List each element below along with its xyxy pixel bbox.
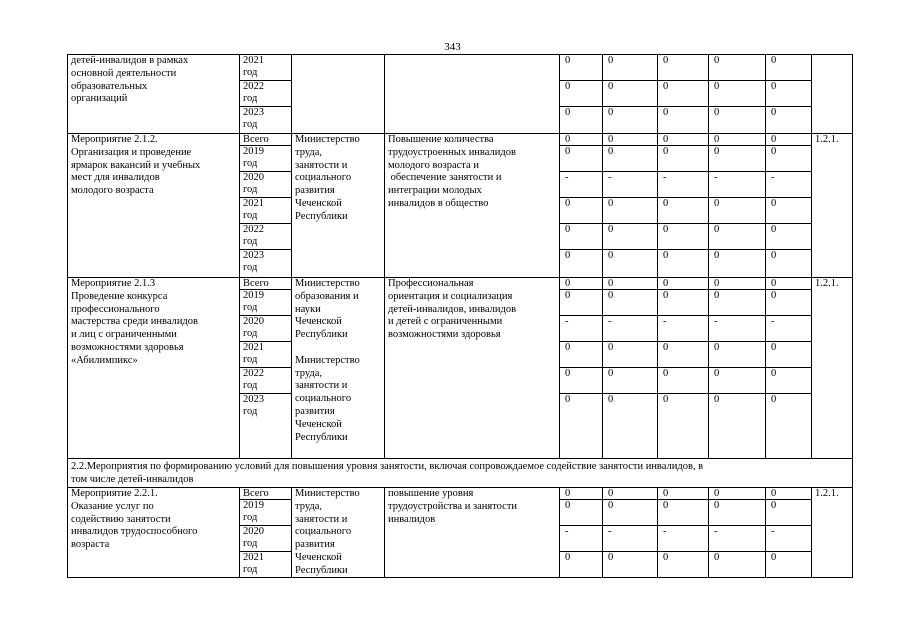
table-column-rule bbox=[239, 133, 240, 277]
section-header: том числе детей-инвалидов bbox=[71, 473, 194, 485]
expected-result-text: интеграции молодых bbox=[388, 185, 482, 197]
expected-result-text: инвалидов в общество bbox=[388, 198, 489, 209]
table-column-rule bbox=[384, 133, 385, 277]
value-cell: 0 bbox=[771, 134, 777, 145]
activity-description: профессионального bbox=[71, 303, 160, 315]
value-cell: 0 bbox=[608, 107, 614, 118]
table-column-rule bbox=[602, 133, 603, 277]
value-cell: 0 bbox=[663, 552, 669, 563]
table-column-rule bbox=[602, 487, 603, 577]
value-cell: 0 bbox=[565, 146, 571, 157]
expected-result-text: детей-инвалидов, инвалидов bbox=[388, 303, 517, 315]
table-column-rule bbox=[765, 54, 766, 133]
table-column-rule bbox=[708, 133, 709, 277]
year-cell: год bbox=[243, 210, 258, 222]
value-cell: 0 bbox=[565, 224, 571, 235]
indicator-ref: 1.2.1. bbox=[815, 278, 839, 289]
value-cell: 0 bbox=[714, 107, 720, 118]
executor-text: Министерство bbox=[295, 278, 360, 289]
value-cell: 0 bbox=[608, 146, 614, 157]
executor-text: Республики bbox=[295, 210, 348, 222]
value-cell: 0 bbox=[565, 55, 571, 66]
value-cell: 0 bbox=[771, 250, 777, 261]
value-cell: 0 bbox=[771, 488, 777, 499]
table-column-rule bbox=[765, 133, 766, 277]
year-cell: 2019 bbox=[243, 146, 264, 157]
value-cell: 0 bbox=[714, 55, 720, 66]
value-cell: 0 bbox=[608, 224, 614, 235]
year-cell: год bbox=[243, 236, 258, 248]
executor-text: образования и bbox=[295, 290, 359, 302]
activity-description: инвалидов трудоспособного bbox=[71, 526, 198, 538]
year-cell: 2021 bbox=[243, 55, 264, 66]
value-cell: 0 bbox=[663, 342, 669, 353]
value-cell: 0 bbox=[771, 107, 777, 118]
table-column-rule bbox=[811, 487, 812, 577]
value-cell: - bbox=[565, 172, 569, 183]
expected-result-text: Повышение количества bbox=[388, 134, 494, 145]
table-column-rule bbox=[765, 487, 766, 577]
executor-text: Республики bbox=[295, 564, 348, 576]
expected-result-text: ориентация и социализация bbox=[388, 290, 513, 302]
executor-text: занятости и bbox=[295, 513, 348, 525]
executor-text: социального bbox=[295, 526, 352, 538]
year-cell: год bbox=[243, 406, 258, 418]
table-column-rule bbox=[708, 54, 709, 133]
activity-description: Мероприятие 2.1.3 bbox=[71, 278, 156, 289]
executor-text: Чеченской bbox=[295, 552, 342, 563]
value-cell: 0 bbox=[565, 368, 571, 379]
year-cell: год bbox=[243, 119, 258, 131]
year-cell: 2021 bbox=[243, 198, 264, 209]
expected-result-text: Профессиональная bbox=[388, 278, 474, 289]
value-cell: - bbox=[714, 172, 718, 183]
table-column-rule bbox=[559, 487, 560, 577]
table-column-rule bbox=[602, 54, 603, 133]
expected-result-text: трудоустройства и занятости bbox=[388, 500, 518, 512]
value-cell: 0 bbox=[608, 488, 614, 499]
year-cell: 2023 bbox=[243, 394, 264, 405]
year-cell: 2022 bbox=[243, 81, 264, 92]
executor-text: труда, bbox=[295, 367, 323, 379]
year-cell: 2020 bbox=[243, 172, 264, 183]
executor-text: Чеченской bbox=[295, 418, 342, 430]
executor-text: социального bbox=[295, 172, 352, 184]
year-cell: 2019 bbox=[243, 290, 264, 301]
value-cell: 0 bbox=[608, 198, 614, 209]
value-cell: 0 bbox=[771, 500, 777, 511]
table-column-rule bbox=[559, 133, 560, 277]
year-cell: год bbox=[243, 564, 258, 576]
value-cell: 0 bbox=[608, 394, 614, 405]
page-number: 343 bbox=[444, 41, 461, 53]
value-cell: - bbox=[771, 172, 775, 183]
executor-text: развития bbox=[295, 406, 335, 417]
expected-result-text: возможностями здоровья bbox=[388, 329, 501, 341]
activity-description: Мероприятие 2.1.2. bbox=[71, 134, 158, 145]
year-cell: Всего bbox=[243, 278, 269, 289]
executor-text: труда, bbox=[295, 146, 323, 158]
year-cell: год bbox=[243, 380, 258, 392]
value-cell: - bbox=[663, 526, 667, 537]
year-cell: 2021 bbox=[243, 552, 264, 563]
year-cell: год bbox=[243, 302, 258, 314]
expected-result-text: и детей с ограниченными bbox=[388, 316, 503, 328]
value-cell: 0 bbox=[608, 552, 614, 563]
table-column-rule bbox=[67, 458, 68, 487]
table-column-rule bbox=[67, 54, 68, 458]
table-column-rule bbox=[559, 54, 560, 133]
executor-text: Министерство bbox=[295, 354, 360, 366]
executor-text: развития bbox=[295, 185, 335, 197]
value-cell: 0 bbox=[714, 146, 720, 157]
executor-text: Чеченской bbox=[295, 198, 342, 209]
executor-text: занятости и bbox=[295, 159, 348, 171]
table-column-rule bbox=[239, 54, 240, 133]
year-cell: 2020 bbox=[243, 526, 264, 537]
value-cell: 0 bbox=[565, 488, 571, 499]
year-cell: год bbox=[243, 158, 258, 170]
activity-description: мест для инвалидов bbox=[71, 172, 160, 184]
year-cell: год bbox=[243, 262, 258, 274]
value-cell: 0 bbox=[565, 250, 571, 261]
value-cell: 0 bbox=[663, 500, 669, 511]
value-cell: 0 bbox=[608, 290, 614, 301]
value-cell: - bbox=[608, 316, 612, 327]
value-cell: 0 bbox=[663, 81, 669, 92]
table-column-rule bbox=[708, 487, 709, 577]
activity-description: и лиц с ограниченными bbox=[71, 329, 177, 341]
value-cell: 0 bbox=[565, 394, 571, 405]
table-column-rule bbox=[811, 133, 812, 277]
year-cell: год bbox=[243, 328, 258, 340]
table-column-rule bbox=[384, 487, 385, 577]
value-cell: 0 bbox=[663, 488, 669, 499]
table-column-rule bbox=[239, 487, 240, 577]
value-cell: 0 bbox=[714, 278, 720, 289]
value-cell: 0 bbox=[771, 368, 777, 379]
value-cell: 0 bbox=[565, 81, 571, 92]
executor-text: Министерство bbox=[295, 134, 360, 145]
year-cell: 2023 bbox=[243, 250, 264, 261]
value-cell: 0 bbox=[565, 290, 571, 301]
value-cell: 0 bbox=[608, 278, 614, 289]
activity-description: организаций bbox=[71, 93, 128, 105]
indicator-ref: 1.2.1. bbox=[815, 134, 839, 145]
value-cell: 0 bbox=[608, 342, 614, 353]
activity-description: образовательных bbox=[71, 80, 148, 92]
table-column-rule bbox=[384, 277, 385, 458]
value-cell: 0 bbox=[771, 552, 777, 563]
value-cell: 0 bbox=[663, 290, 669, 301]
value-cell: - bbox=[608, 172, 612, 183]
value-cell: 0 bbox=[663, 134, 669, 145]
activity-description: возраста bbox=[71, 539, 110, 551]
year-cell: год bbox=[243, 93, 258, 105]
value-cell: 0 bbox=[663, 107, 669, 118]
expected-result-text: повышение уровня bbox=[388, 488, 474, 499]
value-cell: 0 bbox=[663, 198, 669, 209]
value-cell: 0 bbox=[663, 278, 669, 289]
table-column-rule bbox=[811, 54, 812, 133]
value-cell: 0 bbox=[771, 224, 777, 235]
executor-text: труда, bbox=[295, 500, 323, 512]
year-cell: Всего bbox=[243, 488, 269, 499]
expected-result-text: обеспечение занятости и bbox=[388, 172, 502, 184]
value-cell: 0 bbox=[771, 342, 777, 353]
value-cell: - bbox=[565, 316, 569, 327]
activity-description: возможностями здоровья bbox=[71, 342, 184, 353]
activity-description: Организация и проведение bbox=[71, 146, 192, 158]
activity-description: молодого возраста bbox=[71, 185, 154, 197]
value-cell: - bbox=[714, 526, 718, 537]
executor-text: социального bbox=[295, 393, 352, 405]
value-cell: 0 bbox=[565, 552, 571, 563]
value-cell: 0 bbox=[714, 552, 720, 563]
value-cell: 0 bbox=[565, 500, 571, 511]
year-cell: 2022 bbox=[243, 368, 264, 379]
executor-text: Республики bbox=[295, 329, 348, 341]
table-column-rule bbox=[657, 133, 658, 277]
activity-description: ярмарок вакансий и учебных bbox=[71, 159, 201, 171]
table-column-rule bbox=[384, 54, 385, 133]
table-column-rule bbox=[67, 487, 68, 577]
executor-text: развития bbox=[295, 539, 335, 551]
value-cell: 0 bbox=[663, 146, 669, 157]
value-cell: 0 bbox=[608, 500, 614, 511]
year-cell: 2021 bbox=[243, 342, 264, 353]
value-cell: 0 bbox=[771, 198, 777, 209]
executor-text: Министерство bbox=[295, 488, 360, 499]
value-cell: 0 bbox=[565, 107, 571, 118]
year-cell: 2020 bbox=[243, 316, 264, 327]
table-column-rule bbox=[291, 487, 292, 577]
activity-description: детей-инвалидов в рамках bbox=[71, 55, 189, 66]
table-column-rule bbox=[291, 54, 292, 133]
expected-result-text: инвалидов bbox=[388, 513, 436, 525]
table-column-rule bbox=[657, 487, 658, 577]
executor-text: Чеченской bbox=[295, 316, 342, 328]
value-cell: 0 bbox=[663, 394, 669, 405]
value-cell: 0 bbox=[714, 224, 720, 235]
year-cell: 2023 bbox=[243, 107, 264, 118]
value-cell: 0 bbox=[771, 278, 777, 289]
value-cell: - bbox=[663, 316, 667, 327]
value-cell: 0 bbox=[565, 342, 571, 353]
value-cell: - bbox=[663, 172, 667, 183]
year-cell: год bbox=[243, 512, 258, 524]
value-cell: 0 bbox=[565, 278, 571, 289]
value-cell: 0 bbox=[608, 81, 614, 92]
year-cell: год bbox=[243, 538, 258, 550]
value-cell: 0 bbox=[608, 55, 614, 66]
table-row-rule bbox=[67, 458, 853, 459]
executor-text: занятости и bbox=[295, 380, 348, 392]
activity-description: содействию занятости bbox=[71, 513, 171, 525]
value-cell: 0 bbox=[714, 500, 720, 511]
value-cell: 0 bbox=[608, 250, 614, 261]
executor-text: науки bbox=[295, 303, 321, 315]
executor-text: Республики bbox=[295, 431, 348, 443]
value-cell: 0 bbox=[771, 394, 777, 405]
table-column-rule bbox=[852, 458, 853, 487]
value-cell: 0 bbox=[714, 368, 720, 379]
year-cell: год bbox=[243, 67, 258, 79]
table-column-rule bbox=[852, 487, 853, 577]
value-cell: 0 bbox=[608, 134, 614, 145]
activity-description: «Абилимпикс» bbox=[71, 354, 138, 366]
value-cell: 0 bbox=[714, 488, 720, 499]
value-cell: 0 bbox=[714, 394, 720, 405]
value-cell: 0 bbox=[714, 198, 720, 209]
value-cell: 0 bbox=[565, 198, 571, 209]
value-cell: - bbox=[565, 526, 569, 537]
activity-description: Мероприятие 2.2.1. bbox=[71, 488, 158, 499]
table-column-rule bbox=[657, 54, 658, 133]
value-cell: 0 bbox=[714, 134, 720, 145]
value-cell: 0 bbox=[608, 368, 614, 379]
activity-description: Оказание услуг по bbox=[71, 500, 154, 512]
value-cell: 0 bbox=[714, 81, 720, 92]
value-cell: 0 bbox=[771, 81, 777, 92]
value-cell: 0 bbox=[714, 250, 720, 261]
value-cell: 0 bbox=[714, 342, 720, 353]
year-cell: год bbox=[243, 184, 258, 196]
indicator-ref: 1.2.1. bbox=[815, 488, 839, 499]
year-cell: Всего bbox=[243, 134, 269, 145]
table-column-rule bbox=[852, 54, 853, 458]
value-cell: 0 bbox=[663, 55, 669, 66]
activity-description: Проведение конкурса bbox=[71, 290, 168, 302]
value-cell: 0 bbox=[771, 146, 777, 157]
value-cell: 0 bbox=[663, 250, 669, 261]
value-cell: - bbox=[714, 316, 718, 327]
activity-description: мастерства среди инвалидов bbox=[71, 316, 198, 328]
value-cell: 0 bbox=[663, 368, 669, 379]
value-cell: 0 bbox=[663, 224, 669, 235]
value-cell: 0 bbox=[771, 290, 777, 301]
activity-description: основной деятельности bbox=[71, 67, 177, 79]
value-cell: 0 bbox=[714, 290, 720, 301]
table-row-rule bbox=[67, 577, 853, 578]
value-cell: - bbox=[608, 526, 612, 537]
value-cell: - bbox=[771, 526, 775, 537]
value-cell: - bbox=[771, 316, 775, 327]
year-cell: 2022 bbox=[243, 224, 264, 235]
table-column-rule bbox=[291, 133, 292, 277]
year-cell: 2019 bbox=[243, 500, 264, 511]
expected-result-text: молодого возраста и bbox=[388, 159, 479, 171]
year-cell: год bbox=[243, 354, 258, 366]
expected-result-text: трудоустроенных инвалидов bbox=[388, 146, 516, 158]
value-cell: 0 bbox=[771, 55, 777, 66]
value-cell: 0 bbox=[565, 134, 571, 145]
section-header: 2.2.Мероприятия по формированию условий для повышения уровня занятости, включая сопровождаемое содействие занятости инвалидов, в bbox=[71, 461, 704, 472]
